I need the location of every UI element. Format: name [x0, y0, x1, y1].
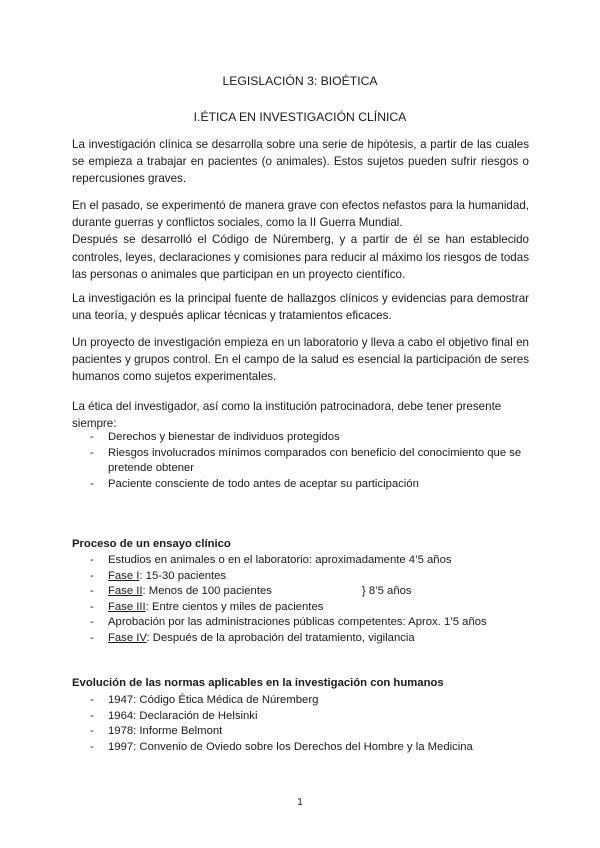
list-item: [72, 600, 532, 616]
paragraph-history: [72, 197, 529, 283]
phase-text: : 15-30 pacientes: [139, 569, 227, 582]
paragraph-project: Un proyecto de investigación empieza en un laboratorio y lleva a cabo el objetivo final en pacientes y grupos control. En el campo de la salud es esencial la participación de seres humanos como sujetos experimentales.: [72, 336, 529, 384]
trial-list: [72, 553, 532, 647]
norms-heading: Evolución de las normas aplicables en la investigación con humanos: [72, 677, 444, 689]
list-item: - Aprobación por las administraciones públicas competentes: Aprox. 1’5 años: [72, 615, 532, 631]
page-number: 1: [297, 797, 303, 808]
list-item: - Derechos y bienestar de individuos protegidos: [72, 430, 532, 446]
norms-list: [72, 693, 532, 755]
paragraph-history-b: Después se desarrolló el Código de Núremberg, y a partir de él se han establecido controles, leyes, declaraciones y comisiones para reducir al máximo los riesgos de todas las personas o animales que participan en un proyecto científico.: [72, 233, 529, 281]
list-item: [72, 584, 532, 600]
phase-label: Fase III: [108, 600, 146, 613]
paragraph-ethics: La ética del investigador, así como la institución patrocinadora, debe tener presente siempre:: [72, 400, 502, 431]
list-item: - Riesgos involucrados mínimos comparados con beneficio del conocimiento que se pretende obtener: [72, 446, 532, 477]
list-item: - Estudios en animales o en el laboratorio: aproximadamente 4’5 años: [72, 553, 532, 569]
trial-heading: Proceso de un ensayo clínico: [72, 538, 231, 550]
list-item: - 1964: Declaración de Helsinki: [72, 709, 532, 725]
list-item: [72, 631, 532, 647]
list-item: - 1978: Informe Belmont: [72, 724, 532, 740]
paragraph-history-a: En el pasado, se experimentó de manera grave con efectos nefastos para la humanidad, durante guerras y conflictos sociales, como la II Guerra Mundial.: [72, 199, 529, 230]
phase-duration: } 8’5 años: [361, 585, 412, 598]
list-item: - 1947: Código Ética Médica de Núremberg: [72, 693, 532, 709]
list-item: - 1997: Convenio de Oviedo sobre los Derechos del Hombre y la Medicina: [72, 740, 532, 756]
paragraph-research: La investigación es la principal fuente de hallazgos clínicos y evidencias para demostrar una teoría, y después aplicar técnicas y tratamientos eficaces.: [72, 292, 529, 323]
phase-label: Fase IV: [108, 631, 147, 644]
ethics-list: [72, 430, 532, 492]
phase-text: : Después de la aprobación del tratamiento, vigilancia: [146, 631, 415, 644]
list-item: [72, 569, 532, 585]
phase-text: : Entre cientos y miles de pacientes: [145, 600, 324, 613]
paragraph-intro: La investigación clínica se desarrolla sobre una serie de hipótesis, a partir de las cuales se empieza a trabajar en pacientes (o animales). Estos sujetos pueden sufrir riesgos o repercusiones graves.: [72, 138, 529, 186]
list-item: - Paciente consciente de todo antes de aceptar su participación: [72, 477, 532, 493]
phase-label: Fase II: [108, 585, 143, 598]
phase-text: : Menos de 100 pacientes: [142, 585, 272, 598]
document-title: LEGISLACIÓN 3: BIOÉTICA: [222, 74, 378, 88]
phase-label: Fase I: [108, 569, 140, 582]
section-title: I.ÉTICA EN INVESTIGACIÓN CLÍNICA: [193, 110, 407, 124]
